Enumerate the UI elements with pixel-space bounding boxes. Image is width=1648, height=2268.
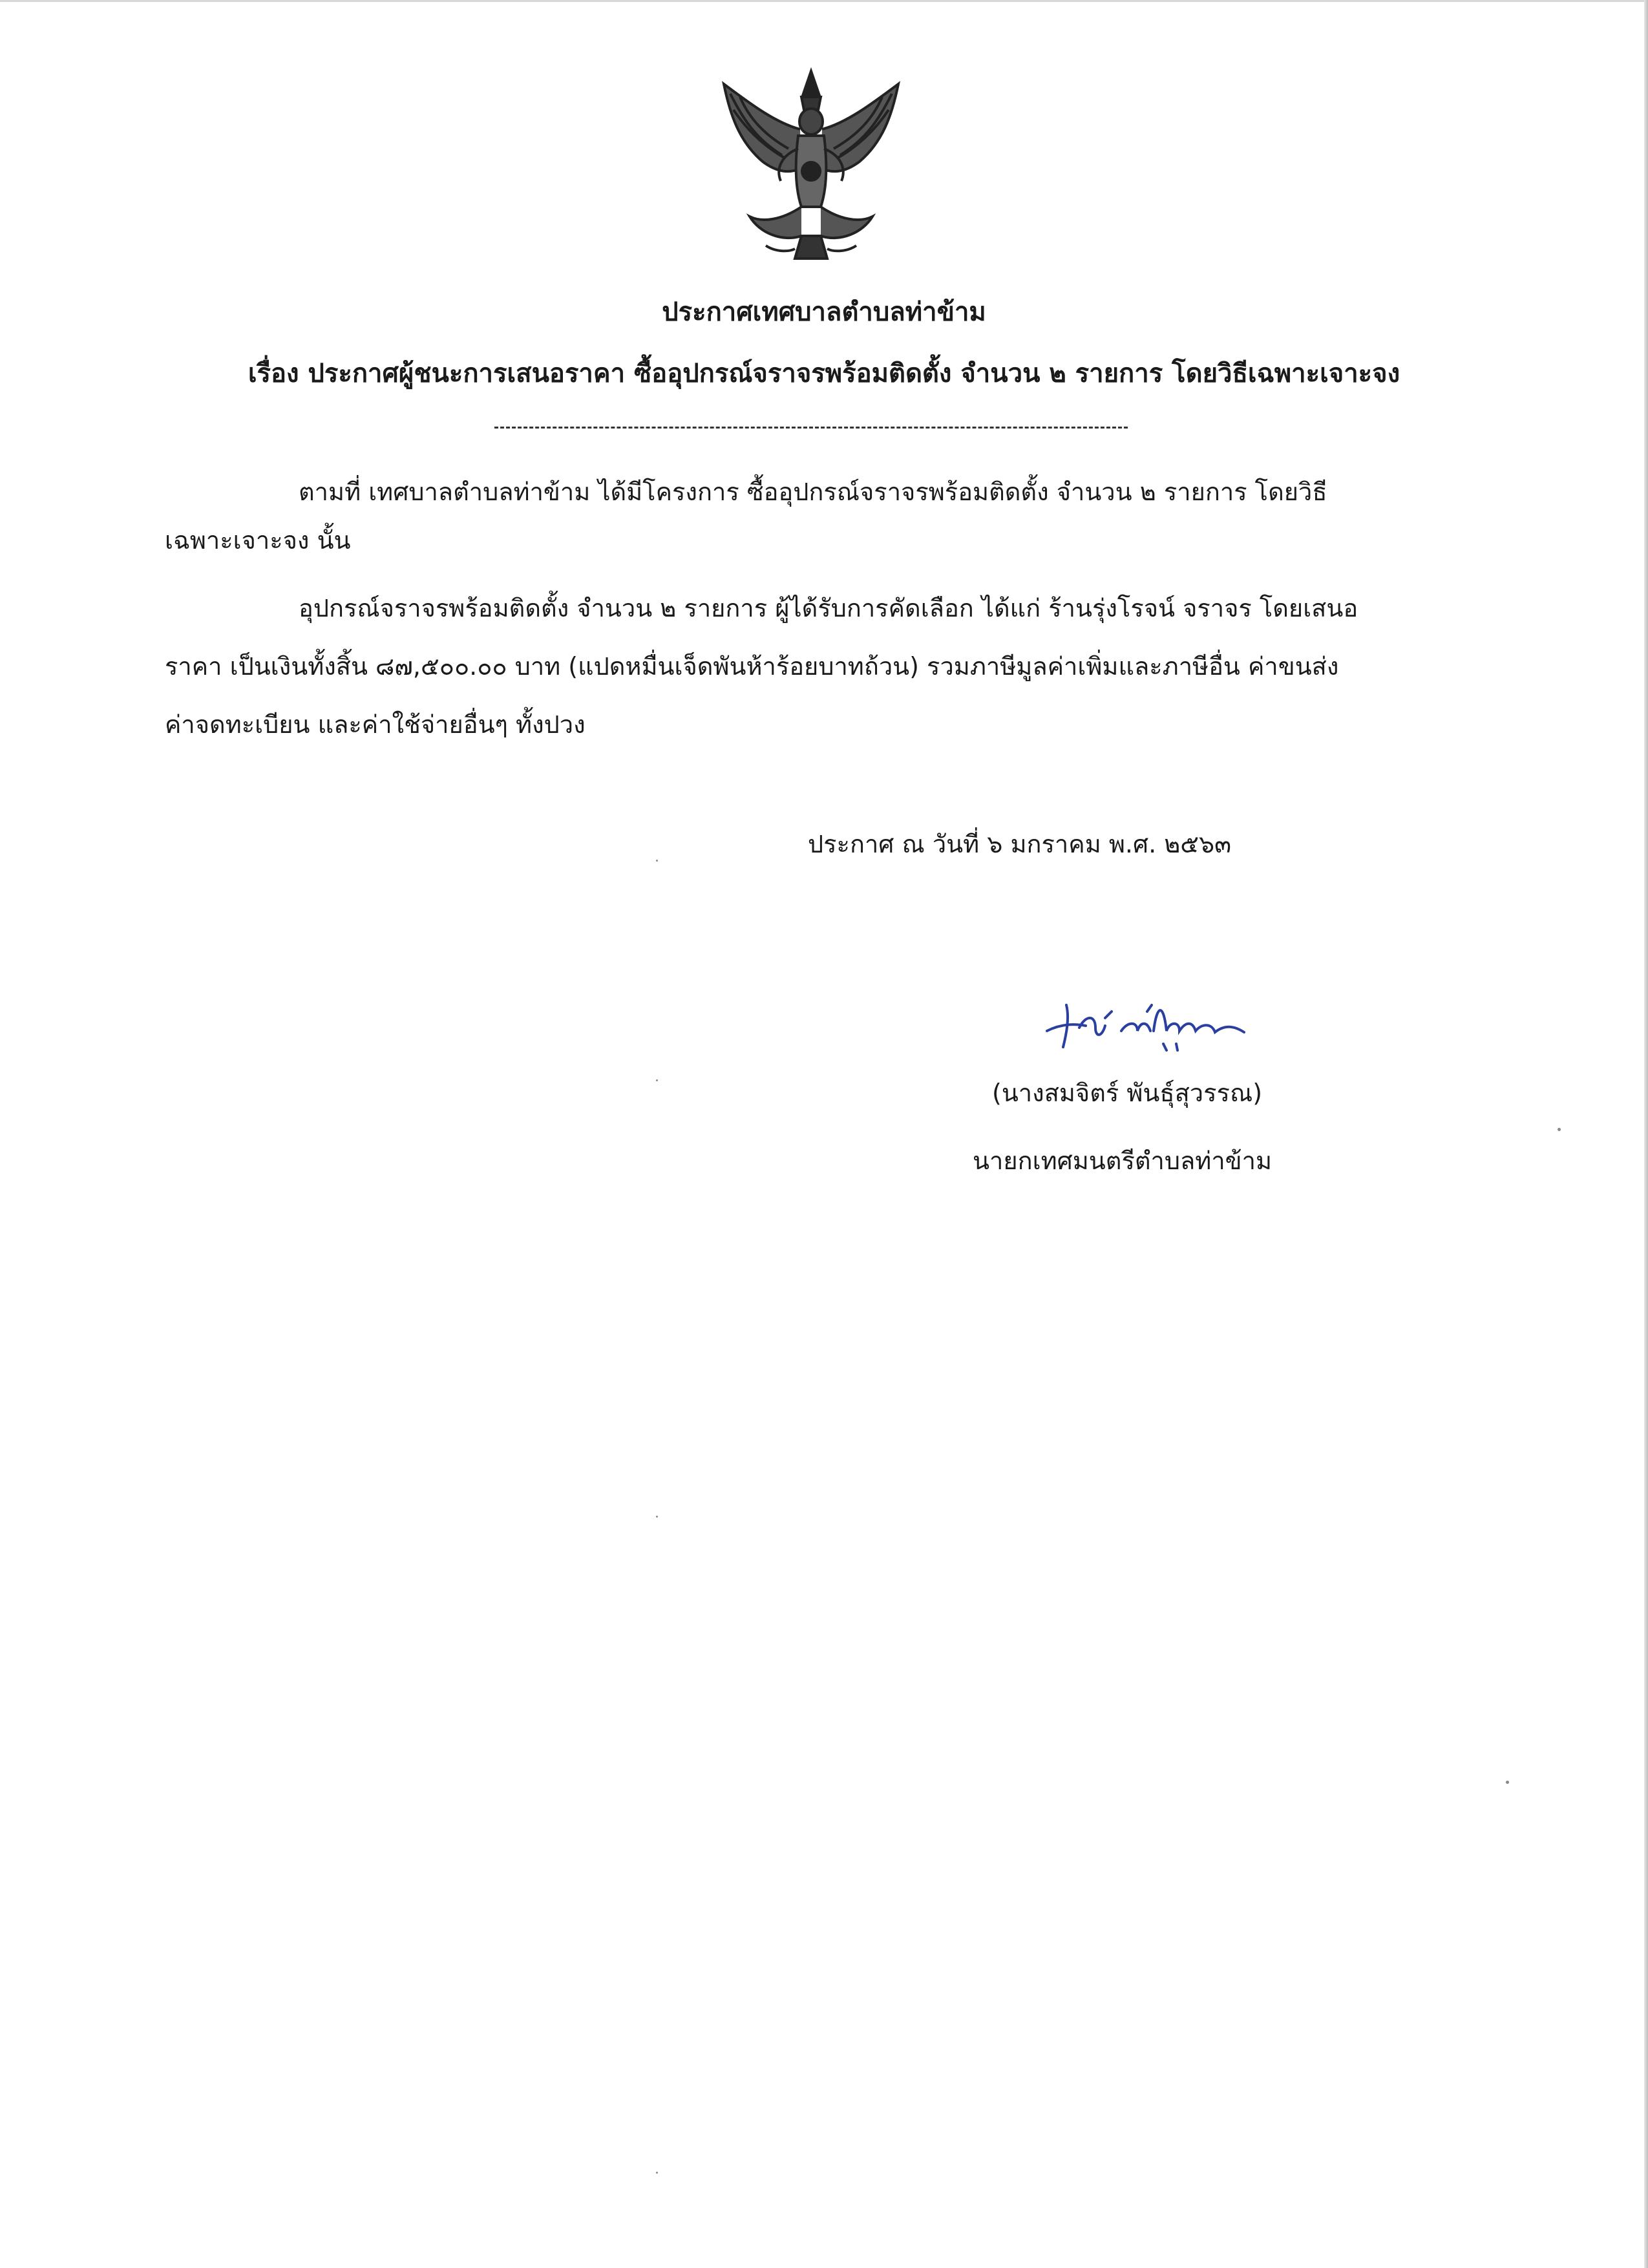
scan-speck xyxy=(1506,1781,1509,1784)
paragraph-2-line-2: ราคา เป็นเงินทั้งสิ้น ๘๗,๕๐๐.๐๐ บาท (แปดหมื่นเจ็ดพันห้าร้อยบาทถ้วน) รวมภาษีมูลค่าเพิ่มและภาษีอื่น ค่าขนส่ง xyxy=(165,652,1339,681)
paragraph-2-line-1: อุปกรณ์จราจรพร้อมติดตั้ง จำนวน ๒ รายการ ผู้ได้รับการคัดเลือก ได้แก่ ร้านรุ่งโรจน์ จราจร โดยเสนอ xyxy=(299,594,1358,622)
scan-speck xyxy=(656,860,658,862)
scan-speck xyxy=(1558,1128,1561,1131)
signatory-position: นายกเทศมนตรีตำบลท่าข้าม xyxy=(973,1147,1273,1175)
org-title: ประกาศเทศบาลตำบลท่าข้าม xyxy=(662,297,986,327)
scan-edge-top xyxy=(0,0,1648,2)
garuda-emblem-icon xyxy=(704,58,918,271)
title-separator xyxy=(494,427,1128,429)
scan-speck xyxy=(656,1079,658,1081)
paragraph-1-line-1: ตามที่ เทศบาลตำบลท่าข้าม ได้มีโครงการ ซื้ออุปกรณ์จราจรพร้อมติดตั้ง จำนวน ๒ รายการ โดยวิธี xyxy=(299,478,1327,506)
signatory-name: (นางสมจิตร์ พันธุ์สุวรรณ) xyxy=(992,1079,1263,1107)
document-subject: เรื่อง ประกาศผู้ชนะการเสนอราคา ซื้ออุปกรณ์จราจรพร้อมติดตั้ง จำนวน ๒ รายการ โดยวิธีเฉพาะเจาะจง xyxy=(248,359,1400,388)
paragraph-2-line-3: ค่าจดทะเบียน และค่าใช้จ่ายอื่นๆ ทั้งปวง xyxy=(165,710,586,739)
handwritten-signature-icon xyxy=(1041,986,1254,1063)
announcement-date: ประกาศ ณ วันที่ ๖ มกราคม พ.ศ. ๒๕๖๓ xyxy=(808,830,1232,858)
scan-edge-right xyxy=(1644,0,1648,2268)
paragraph-1-line-2: เฉพาะเจาะจง นั้น xyxy=(165,526,351,555)
scan-speck xyxy=(656,1516,658,1518)
scan-speck xyxy=(656,2172,658,2174)
